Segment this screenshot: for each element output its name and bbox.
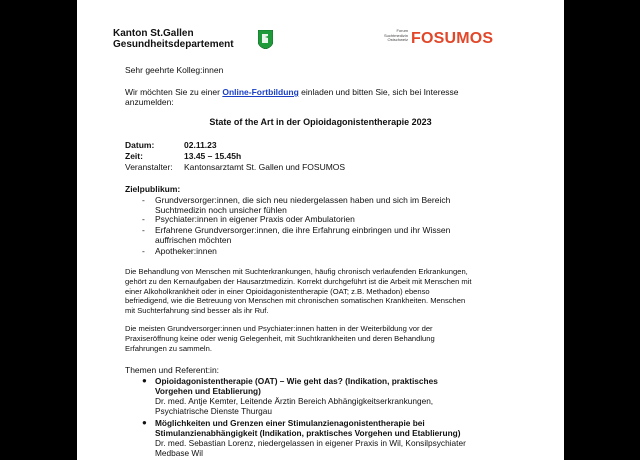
list-dash: - (142, 246, 145, 256)
zielpublikum-heading: Zielpublikum: (125, 184, 181, 194)
online-fortbildung-link[interactable]: Online-Fortbildung (222, 87, 299, 97)
invitation-text: Wir möchten Sie zu einer Online-Fortbildung einladen und bitten Sie, sich bei Interesse anzumelden: (125, 87, 459, 107)
zielpublikum-item: Grundversorger:innen, die sich neu niedergelassen haben und sich im Bereich Suchtmedizin noch unsicher fühlen (155, 195, 451, 215)
veranstalter-label: Veranstalter: (125, 162, 173, 172)
forum-subtitle: Forum Suchtmedizin Ostschweiz (383, 28, 408, 42)
paragraph-training: Die meisten Grundversorger:innen und Psychiater:innen hatten in der Weiterbildung vor der Praxiseröffnung keine oder wenig Gelegenheit, mit Suchtkrankheiten und deren Behandlung Erfahrungen zu sammeln. (125, 324, 435, 353)
canton-logo-text (113, 28, 234, 50)
st-gallen-crest-icon (258, 30, 273, 49)
zielpublikum-item: Psychiater:innen in eigener Praxis oder Ambulatorien (155, 214, 355, 224)
bullet-icon: ● (142, 418, 147, 427)
datum-value: 02.11.23 (184, 140, 217, 150)
datum-label: Datum: (125, 140, 155, 150)
canton-name: Kanton St.Gallen (113, 28, 194, 39)
themen-item: Möglichkeiten und Grenzen einer Stimulanzienagonistentherapie bei Stimulanzienabhängigkeit (Indikation, praktisches Vorgehen und Etablierung) Dr. med. Sebastian Lorenz, niedergelassen in eigener Praxis in Wil, Konsilpsychiater Medbase Wil (155, 418, 466, 458)
zielpublikum-item: Erfahrene Grundversorger:innen, die ihre Erfahrung einbringen und ihr Wissen auffrischen möchten (155, 225, 451, 245)
letter-page (77, 0, 564, 460)
bullet-icon: ● (142, 376, 147, 385)
event-title: State of the Art in der Opioidagonistentherapie 2023 (209, 117, 432, 127)
zeit-label: Zeit: (125, 151, 143, 161)
list-dash: - (142, 214, 145, 224)
themen-heading: Themen und Referent:in: (125, 365, 220, 375)
fosumos-logo: FOSUMOS (411, 30, 494, 47)
salutation: Sehr geehrte Kolleg:innen (125, 65, 224, 75)
veranstalter-value: Kantonsarztamt St. Gallen und FOSUMOS (184, 162, 346, 172)
paragraph-intro: Die Behandlung von Menschen mit Suchterkrankungen, häufig chronisch verlaufenden Erkrankungen, gehört zu den Kernaufgaben der Hausarztmedizin. Korrekt durchgeführt ist die Arbeit mit Menschen mit einer Alkoholkrankheit oder in einer Opioidagonistentherapie (OAT; z.B. Methadon) ebenso befriedigend, wie die Betreuung von Menschen mit chronischen somatischen Krankheiten. Menschen mit Suchterfahrung sind besser als ihr Ruf. (125, 267, 472, 316)
zielpublikum-item: Apotheker:innen (155, 246, 217, 256)
list-dash: - (142, 225, 145, 235)
list-dash: - (142, 195, 145, 205)
themen-item: Opioidagonistentherapie (OAT) – Wie geht das? (Indikation, praktisches Vorgehen und Etablierung) Dr. med. Antje Kemter, Leitende Ärztin Bereich Abhängigkeitserkrankungen, Psychiatrische Dienste Thurgau (155, 376, 438, 416)
department-name: Gesundheitsdepartement (113, 39, 234, 50)
zeit-value: 13.45 – 15.45h (184, 151, 242, 161)
